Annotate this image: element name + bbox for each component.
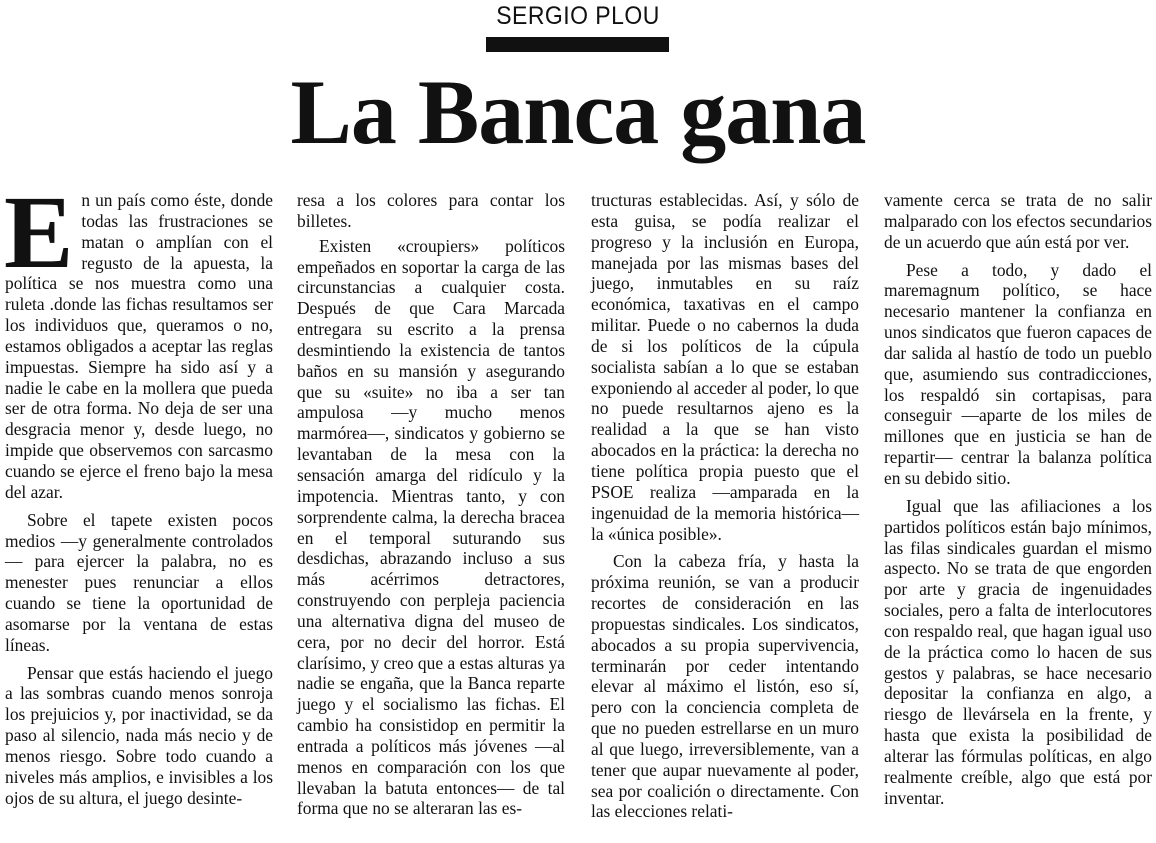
paragraph: resa a los colores para contar los billetes. [297,190,565,231]
article-column-1 [4,175,273,808]
paragraph: Sobre el tapete existen pocos medios —y generalmente controlados— para ejercer la palabra, no es menester pues renunciar a ellos cuando se tiene la oportunidad de asomarse por la ventana de estas líneas. [5,509,273,655]
byline-rule [486,37,669,52]
headline: La Banca gana [290,61,866,163]
paragraph: Pensar que estás haciendo el juego a las sombras cuando menos sonroja los prejuicios y, por inactividad, se da paso al silencio, nada más necio y de menos riesgo. Sobre todo cuando a niveles más amplios, e invisibles a los ojos de su altura, el juego desinte- [5,662,273,808]
article-column-4 [884,190,1152,808]
paragraph: Existen «croupiers» políticos empeñados en soportar la carga de las circunstancias a cualquier costa. Después de que Cara Marcada entregara su escrito a la prensa desmintiendo la existencia de tantos baños en su mansión y asegurando que su «suite» no iba a ser tan ampulosa —y mucho menos marmórea—, sindicatos y gobierno se levantaban de la mesa con la sensación amarga del ridículo y la impotencia. Mientras tanto, y con sorprendente calma, la derecha bracea en el temporal suturando sus desdichas, abrazando incluso a sus más acérrimos detractores, construyendo con perpleja paciencia una alternativa digna del museo de cera, por no decir del horror. Está clarísimo, y creo que a estas alturas ya nadie se engaña, que la Banca reparte juego y el socialismo las fichas. El cambio ha consistidop en permitir la entrada a políticos más jóvenes —al menos en comparación con los que llevaban la batuta entonces— de tal forma que no se alteraran las es- [297,235,565,819]
paragraph [4,175,273,503]
paragraph: Pese a todo, y dado el maremagnum político, se hace necesario mantener la confianza en unos sindicatos que fueron capaces de dar salida al hastío de todo un pueblo que, asumiendo sus contradicciones, los respaldó sin cortapisas, para conseguir —aparte de los miles de millones que en justicia se han de repartir— centrar la balanza política en su debido sitio. [884,259,1152,488]
paragraph: Con la cabeza fría, y hasta la próxima reunión, se van a producir recortes de consideración en las propuestas sindicales. Los sindicatos, abocados a su propia supervivencia, terminarán por ceder intentando elevar al máximo el listón, eso sí, pero con la conciencia completa de que no pueden estrellarse en un muro al que luego, irreversiblemente, van a tener que aupar nuevamente al poder, sea por coalición o directamente. Con las elecciones relati- [591,551,859,822]
drop-cap: E [4,175,74,290]
article-column-3 [591,190,859,822]
paragraph-text: n un país como éste, donde todas las frustraciones se matan o amplían con el regusto de la apuesta, la política se nos muestra como una ruleta .donde las fichas resultamos ser los individuos que, queramos o no, estamos obligados a aceptar las reglas impuestas. Siempre ha sido así y a nadie le cabe en la mollera que pueda ser de otra forma. No deja de ser una desgracia menor y, desde luego, no impide que observemos con sarcasmo cuando se ejerce el freno bajo la mesa del azar. [5,190,273,502]
paragraph: tructuras establecidas. Así, y sólo de esta guisa, se podía realizar el progreso y la inclusión en Europa, manejada por las mismas bases del juego, inmutables en su raíz económica, taxativas en el campo militar. Puede o no cabernos la duda de si los políticos de la cúpula socialista sabían a lo que se estaban exponiendo al acceder al poder, lo que no puede resultarnos ajeno es la realidad a la que se han visto abocados en la práctica: la derecha no tiene política propia puesto que el PSOE realiza —amparada en la ingenuidad de la memoria histórica— la «única posible». [591,190,859,544]
paragraph: Igual que las afiliaciones a los partidos políticos están bajo mínimos, las filas sindicales guardan el mismo aspecto. No se trata de que engorden por arte y gracia de ingenuidades sociales, pero a falta de interlocutores con respaldo real, que hagan igual uso de la práctica como lo hacen de sus gestos y palabras, se hace necesario depositar la confianza en algo, a riesgo de llevársela en la frente, y hasta que exista la posibilidad de alterar las fórmulas políticas, en algo realmente creíble, algo que está por inventar. [884,495,1152,808]
author-byline: SERGIO PLOU [496,2,660,30]
paragraph: vamente cerca se trata de no salir malparado con los efectos secundarios de un acuerdo que aún está por ver. [884,190,1152,252]
article-column-2 [297,190,565,819]
